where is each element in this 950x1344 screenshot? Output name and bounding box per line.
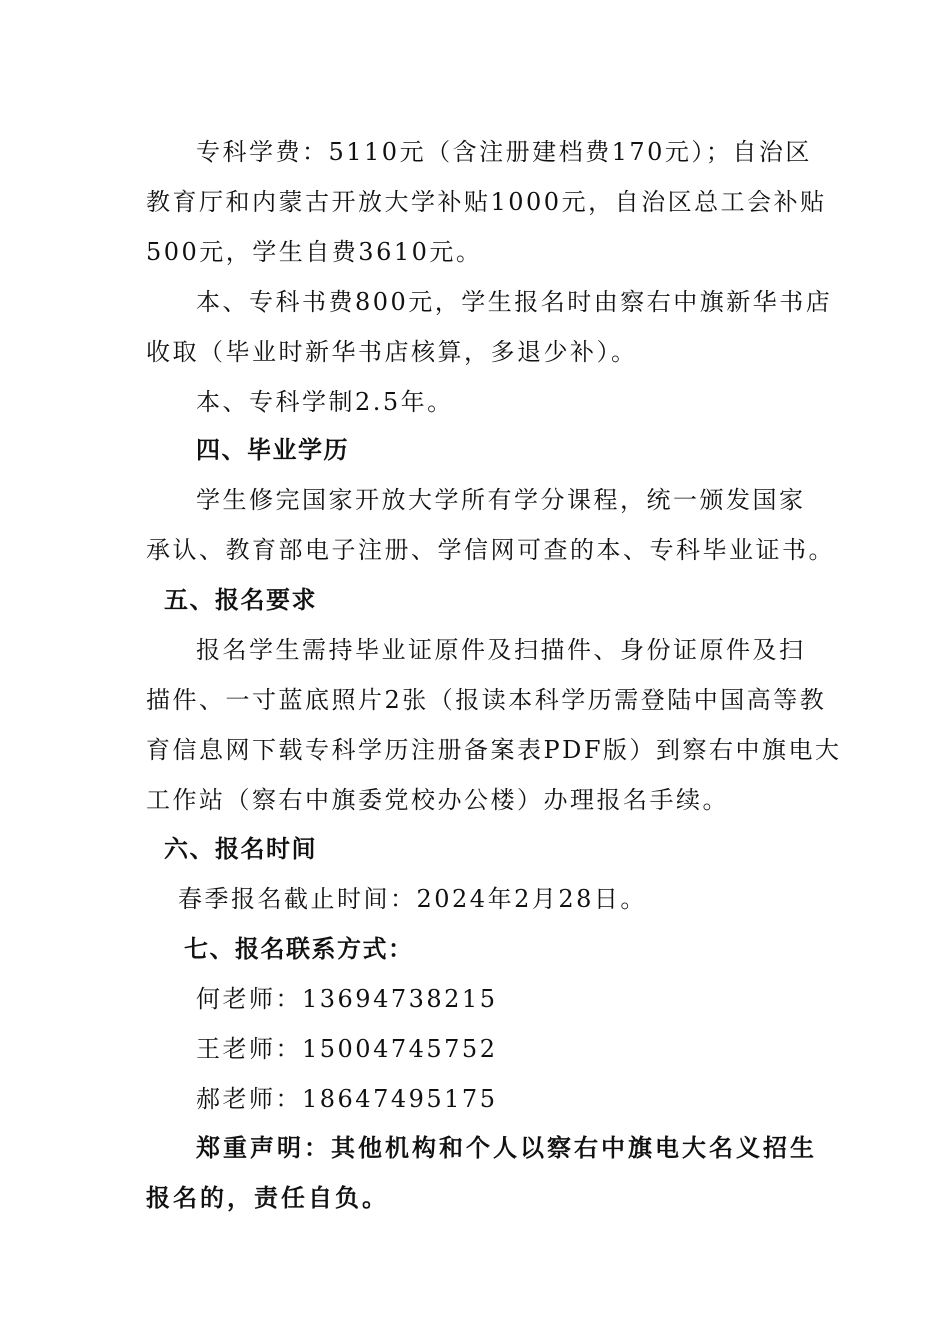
- section-heading-contact: 七、报名联系方式：: [184, 935, 414, 963]
- books-line-2: 收取（毕业时新华书店核算，多退少补）。: [146, 338, 638, 366]
- contact-item: 王老师：15004745752: [196, 1035, 498, 1063]
- graduation-line-2: 承认、教育部电子注册、学信网可查的本、专科毕业证书。: [146, 536, 835, 564]
- section-heading-time: 六、报名时间: [164, 835, 317, 863]
- contact-item: 何老师：13694738215: [196, 985, 498, 1013]
- duration-line: 本、专科学制2.5年。: [196, 388, 454, 416]
- requirements-line-4: 工作站（察右中旗委党校办公楼）办理报名手续。: [146, 786, 729, 814]
- tuition-line-2: 教育厅和内蒙古开放大学补贴1000元，自治区总工会补贴: [146, 188, 827, 216]
- section-heading-requirements: 五、报名要求: [164, 586, 317, 614]
- contact-item: 郝老师：18647495175: [196, 1085, 498, 1113]
- tuition-line-3: 500元，学生自费3610元。: [146, 238, 483, 266]
- graduation-line-1: 学生修完国家开放大学所有学分课程，统一颁发国家: [196, 486, 806, 514]
- notice-line-2: 报名的，责任自负。: [146, 1184, 389, 1212]
- section-heading-graduation: 四、毕业学历: [196, 436, 349, 464]
- requirements-line-3: 育信息网下载专科学历注册备案表PDF版）到察右中旗电大: [146, 736, 842, 764]
- requirements-line-2: 描件、一寸蓝底照片2张（报读本科学历需登陆中国高等教: [146, 686, 827, 714]
- notice-line-1: 郑重声明：其他机构和个人以察右中旗电大名义招生: [196, 1134, 817, 1162]
- books-line-1: 本、专科书费800元，学生报名时由察右中旗新华书店: [196, 288, 833, 316]
- requirements-line-1: 报名学生需持毕业证原件及扫描件、身份证原件及扫: [196, 636, 806, 664]
- time-line: 春季报名截止时间：2024年2月28日。: [178, 885, 647, 913]
- tuition-line-1: 专科学费：5110元（含注册建档费170元）；自治区: [196, 138, 812, 166]
